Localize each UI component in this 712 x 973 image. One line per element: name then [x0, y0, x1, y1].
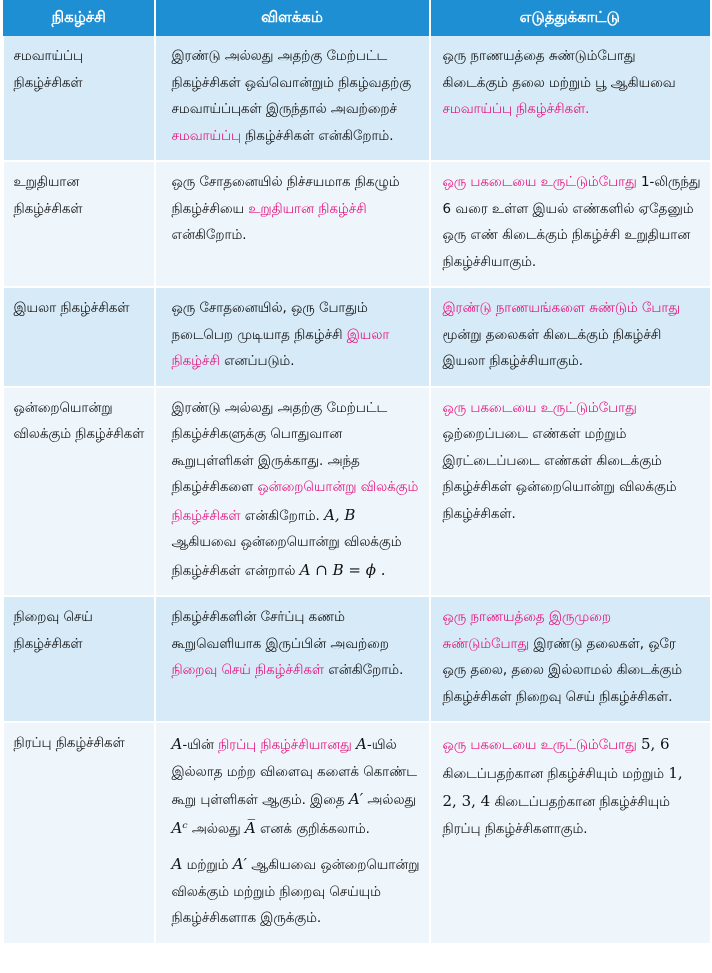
header-example: எடுத்துக்காட்டு	[430, 1, 710, 36]
event-example: ஒரு பகடையை உருட்டும்போது ஒற்றைப்படை எண்கள் மற்றும் இரட்டைப்படை எண்கள் கிடைக்கும் நிகழ்ச்சிகள் ஒன்றையொன்று விலக்கும் நிகழ்ச்சிகள்.	[430, 387, 710, 597]
event-example: ஒரு பகடையை உருட்டும்போது 1-லிருந்து 6 வரை உள்ள இயல் எண்களில் ஏதேனும் ஒரு எண் கிடைக்கும் நிகழ்ச்சி உறுதியான நிகழ்ச்சியாகும்.	[430, 161, 710, 287]
event-explanation: இரண்டு அல்லது அதற்கு மேற்பட்ட நிகழ்ச்சிகளுக்கு பொதுவான கூறுபுள்ளிகள் இருக்காது. அந்த நிகழ்ச்சிகளை ஒன்றையொன்று விலக்கும் நிகழ்ச்சிகள் என்கிறோம். A, B ஆகியவை ஒன்றையொன்று விலக்கும் நிகழ்ச்சிகள் என்றால் A ∩ B = ϕ .	[155, 387, 430, 597]
event-name: இயலா நிகழ்ச்சிகள்	[4, 287, 155, 387]
explanation-paragraph: A மற்றும் A′ ஆகியவை ஒன்றையொன்று விலக்கும் மற்றும் நிறைவு செய்யும் நிகழ்ச்சிகளாக இருக்கும்.	[171, 855, 420, 926]
event-example: இரண்டு நாணயங்களை சுண்டும் போது மூன்று தலைகள் கிடைக்கும் நிகழ்ச்சி இயலா நிகழ்ச்சியாகும்.	[430, 287, 710, 387]
table-row	[4, 596, 710, 722]
event-explanation: நிகழ்ச்சிகளின் சேர்ப்பு கணம் கூறுவெளியாக இருப்பின் அவற்றை நிறைவு செய் நிகழ்ச்சிகள் என்கிறோம்.	[155, 596, 430, 722]
table-row	[4, 36, 710, 162]
event-name: ஒன்றையொன்று விலக்கும் நிகழ்ச்சிகள்	[4, 387, 155, 597]
event-name: உறுதியான நிகழ்ச்சிகள்	[4, 161, 155, 287]
explanation-paragraph: A-யின் நிரப்பு நிகழ்ச்சியானது A-யில் இல்லாத மற்ற விளைவு களைக் கொண்ட கூறு புள்ளிகள் ஆகும். இதை A′ அல்லது Aᶜ அல்லது A̅ எனக் குறிக்கலாம்.	[171, 735, 417, 837]
event-name: சமவாய்ப்பு நிகழ்ச்சிகள்	[4, 36, 155, 162]
event-example: ஒரு பகடையை உருட்டும்போது 5, 6 கிடைப்பதற்கான நிகழ்ச்சியும் மற்றும் 1, 2, 3, 4 கிடைப்பதற்கான நிகழ்ச்சியும் நிரப்பு நிகழ்ச்சிகளாகும்.	[430, 722, 710, 944]
event-explanation	[155, 722, 430, 944]
header-event: நிகழ்ச்சி	[4, 1, 155, 36]
table-row	[4, 387, 710, 597]
header-explanation: விளக்கம்	[155, 1, 430, 36]
table-row	[4, 287, 710, 387]
header-row	[4, 1, 710, 36]
math-a-b: A, B	[324, 505, 356, 524]
table-row	[4, 722, 710, 944]
table-row	[4, 161, 710, 287]
event-explanation: ஒரு சோதனையில், ஒரு போதும் நடைபெற முடியாத நிகழ்ச்சி இயலா நிகழ்ச்சி எனப்படும்.	[155, 287, 430, 387]
probability-events-table	[3, 0, 710, 945]
event-name: நிறைவு செய் நிகழ்ச்சிகள்	[4, 596, 155, 722]
event-explanation: இரண்டு அல்லது அதற்கு மேற்பட்ட நிகழ்ச்சிகள் ஒவ்வொன்றும் நிகழ்வதற்கு சமவாய்ப்புகள் இருந்தால் அவற்றைச் சமவாய்ப்பு நிகழ்ச்சிகள் என்கிறோம்.	[155, 36, 430, 162]
event-name: நிரப்பு நிகழ்ச்சிகள்	[4, 722, 155, 944]
event-explanation: ஒரு சோதனையில் நிச்சயமாக நிகழும் நிகழ்ச்சியை உறுதியான நிகழ்ச்சி என்கிறோம்.	[155, 161, 430, 287]
math-intersection: A ∩ B = ϕ .	[299, 560, 386, 579]
event-example: ஒரு நாணயத்தை இருமுறை சுண்டும்போது இரண்டு தலைகள், ஒரே ஒரு தலை, தலை இல்லாமல் கிடைக்கும் நிகழ்ச்சிகள் நிறைவு செய் நிகழ்ச்சிகள்.	[430, 596, 710, 722]
event-example: ஒரு நாணயத்தை சுண்டும்போது கிடைக்கும் தலை மற்றும் பூ ஆகியவை சமவாய்ப்பு நிகழ்ச்சிகள்.	[430, 36, 710, 162]
